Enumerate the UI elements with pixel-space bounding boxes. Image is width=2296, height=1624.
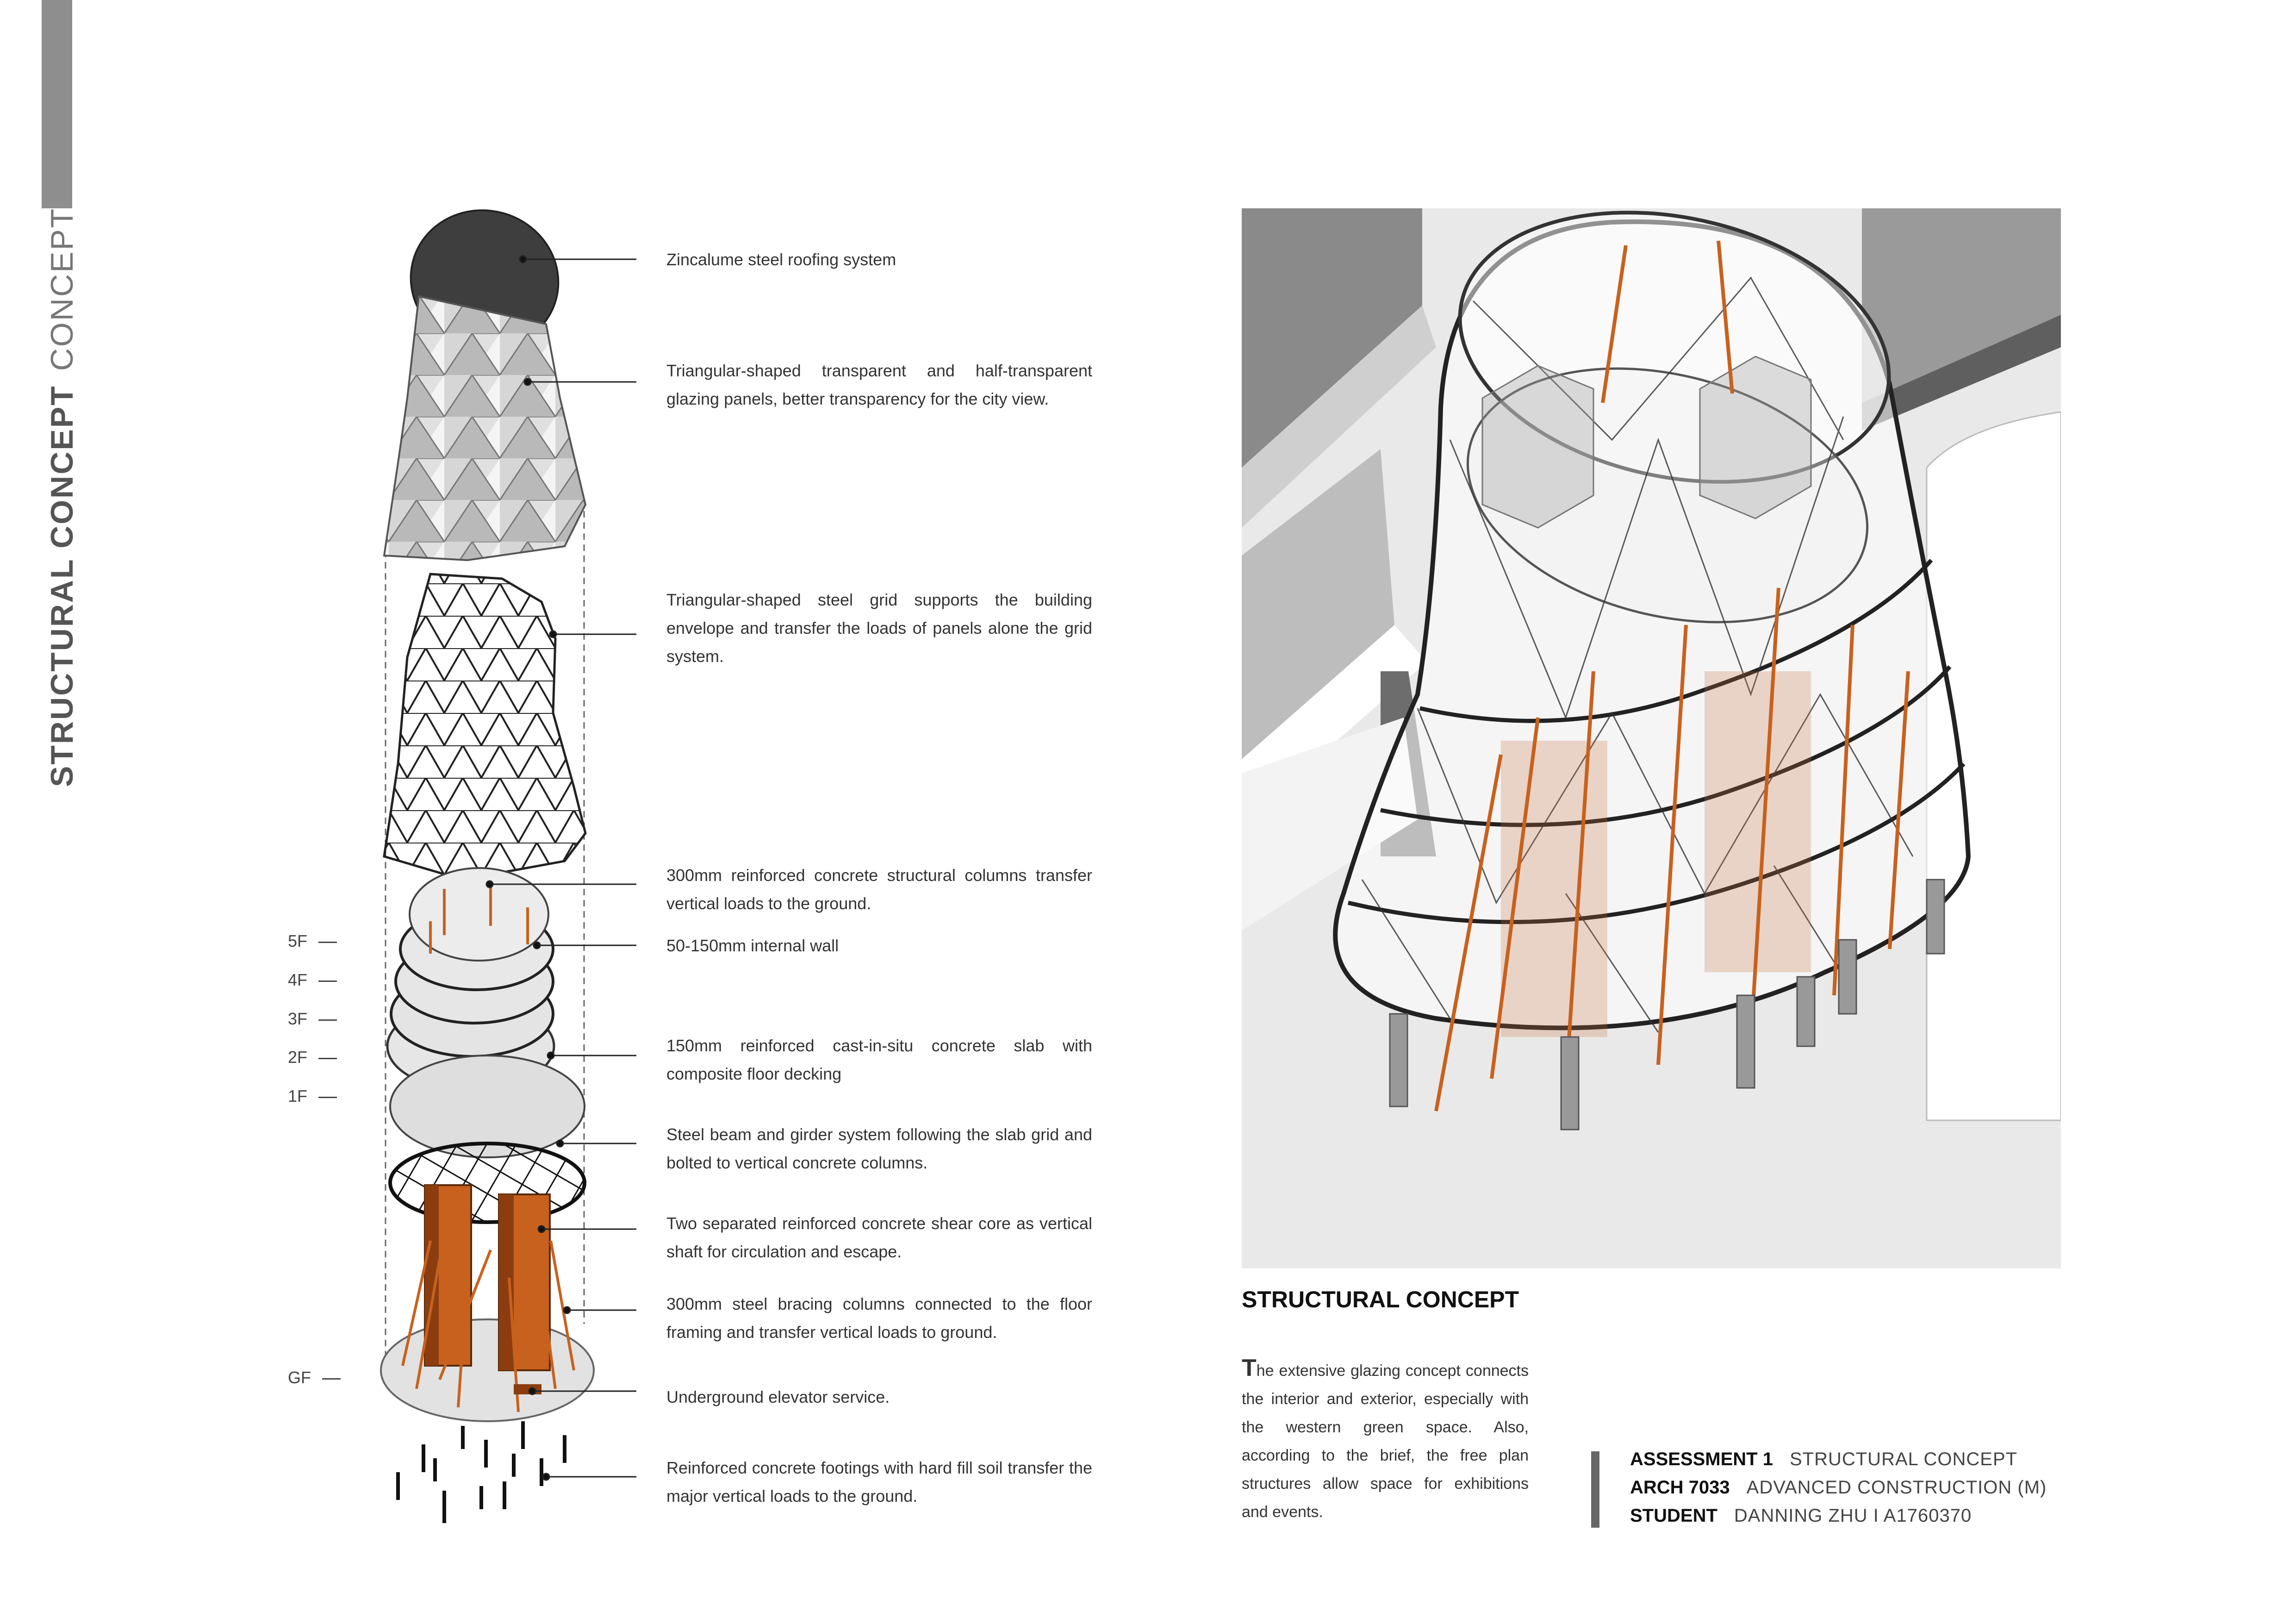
concept-body bbox=[1242, 1354, 1529, 1526]
drop-cap: T bbox=[1242, 1355, 1257, 1381]
floor-slabs-layer bbox=[387, 868, 585, 1157]
structural-perspective-render bbox=[1242, 208, 2061, 1268]
assessment-key: ASSESSMENT 1 bbox=[1630, 1449, 1773, 1469]
label-shear-core: Two separated reinforced concrete shear core as vertical shaft for circulation and escape. bbox=[666, 1214, 1092, 1261]
label-bracing: 300mm steel bracing columns connected to the floor framing and transfer vertical loads to ground. bbox=[666, 1294, 1092, 1342]
student-value: DANNING ZHU I A1760370 bbox=[1734, 1505, 1972, 1526]
label-elevator: Underground elevator service. bbox=[666, 1387, 890, 1406]
steel-grid-layer bbox=[384, 574, 585, 880]
label-internal-wall: 50-150mm internal wall bbox=[666, 936, 839, 955]
label-footings: Reinforced concrete footings with hard fill soil transfer the major vertical loads to the ground. bbox=[666, 1458, 1092, 1505]
floor-label-1f: 1F bbox=[288, 1087, 337, 1106]
title-block bbox=[1630, 1445, 2047, 1530]
label-steel-beam: Steel beam and girder system following the slab grid and bolted to vertical concrete columns. bbox=[666, 1125, 1092, 1172]
info-divider bbox=[1591, 1451, 1599, 1528]
assessment-value: STRUCTURAL CONCEPT bbox=[1789, 1449, 2018, 1469]
label-slab: 150mm reinforced cast-in-situ concrete slab with composite floor decking bbox=[666, 1036, 1092, 1083]
label-glazing: Triangular-shaped transparent and half-transparent glazing panels, better transparency for the city view. bbox=[666, 361, 1092, 408]
label-columns: 300mm reinforced concrete structural columns transfer vertical loads to the ground. bbox=[666, 866, 1092, 913]
concept-title: STRUCTURAL CONCEPT bbox=[1242, 1287, 1519, 1312]
steel-beam-layer bbox=[390, 1143, 585, 1222]
footings-layer bbox=[398, 1421, 565, 1523]
vertical-title-light: CONCEPT bbox=[44, 207, 80, 371]
floor-label-2f: 2F bbox=[288, 1048, 337, 1067]
vertical-title-bold: STRUCTURAL CONCEPT bbox=[44, 385, 80, 787]
floor-label-5f: 5F bbox=[288, 931, 337, 951]
course-key: ARCH 7033 bbox=[1630, 1477, 1730, 1498]
assessment-row bbox=[1630, 1445, 2047, 1474]
floor-label-4f: 4F bbox=[288, 970, 337, 990]
course-row bbox=[1630, 1474, 2047, 1502]
floor-label-3f: 3F bbox=[288, 1009, 337, 1029]
glazing-layer bbox=[384, 296, 585, 560]
student-row bbox=[1630, 1502, 2047, 1530]
exploded-axonometric-diagram bbox=[0, 0, 1120, 1624]
concept-body-text: he extensive glazing concept connects the interior and exterior, especially with the western green space. Also, according to the brief, the free plan structures allow space for exhibitions and events. bbox=[1242, 1362, 1529, 1521]
course-value: ADVANCED CONSTRUCTION (M) bbox=[1746, 1477, 2047, 1498]
label-roofing: Zincalume steel roofing system bbox=[666, 250, 896, 269]
label-steel-grid: Triangular-shaped steel grid supports the building envelope and transfer the loads of panels alone the grid system. bbox=[666, 590, 1092, 666]
floor-label-gf: GF bbox=[288, 1368, 341, 1387]
student-key: STUDENT bbox=[1630, 1505, 1717, 1526]
